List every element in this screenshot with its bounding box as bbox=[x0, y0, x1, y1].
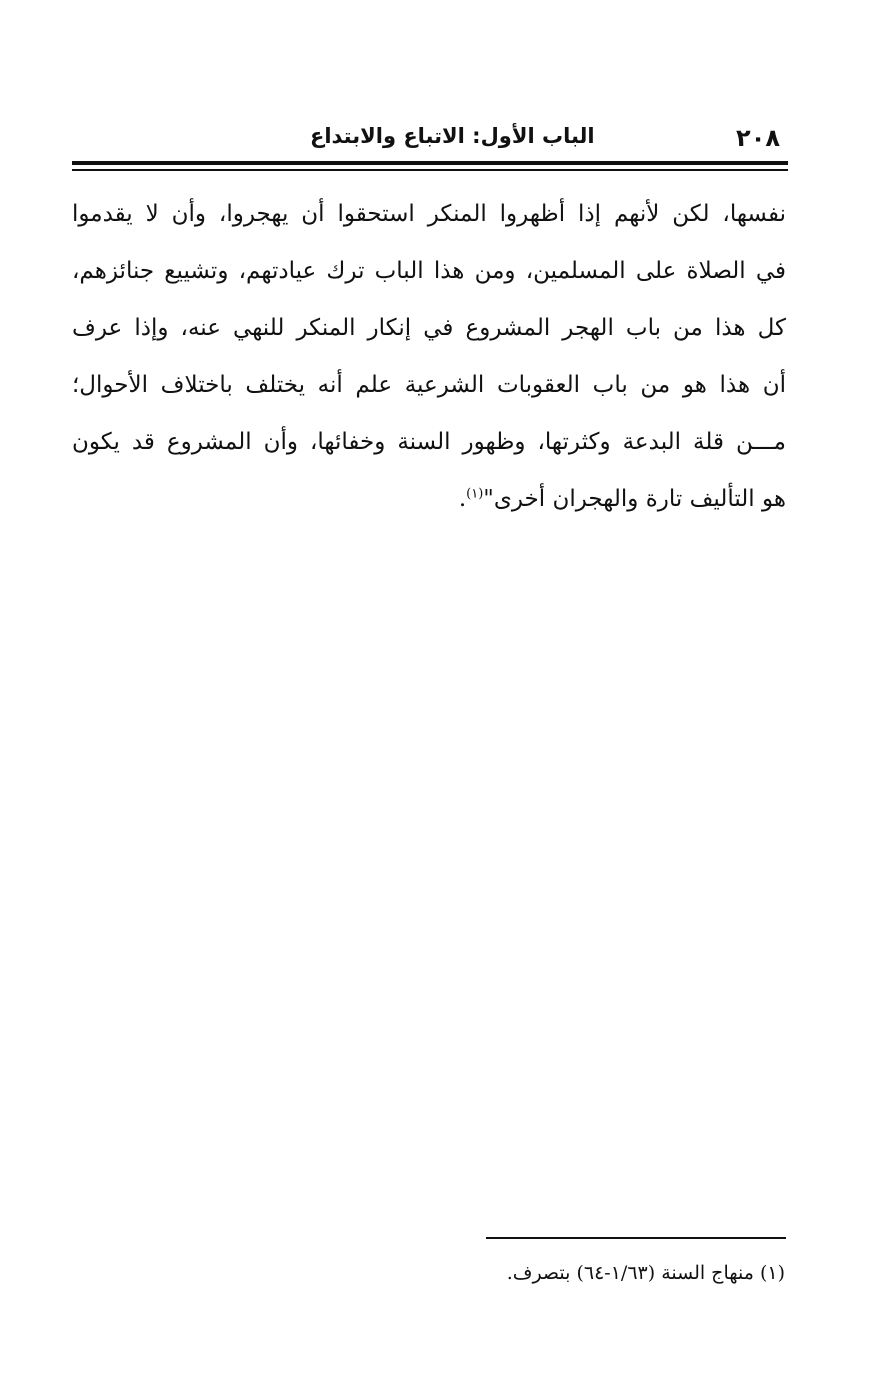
footnote: (١) منهاج السنة (١/٦٣-٦٤) بتصرف. bbox=[506, 1262, 785, 1284]
text-line-final-text: هو التأليف تارة والهجران أخرى" bbox=[483, 486, 786, 512]
body-text bbox=[72, 186, 786, 528]
page-number: ٢٠٨ bbox=[736, 124, 780, 152]
text-line: نفسها، لكن لأنهم إذا أظهروا المنكر استحقوا أن يهجروا، وأن لا يقدموا bbox=[72, 201, 786, 227]
text-line: في الصلاة على المسلمين، ومن هذا الباب ترك عيادتهم، وتشييع جنائزهم، bbox=[72, 258, 786, 284]
text-line: مـــن قلة البدعة وكثرتها، وظهور السنة وخفائها، وأن المشروع قد يكون bbox=[72, 429, 786, 455]
header-rule-thin bbox=[72, 169, 788, 171]
header-rule-thick bbox=[72, 161, 788, 165]
text-line: كل هذا من باب الهجر المشروع في إنكار المنكر للنهي عنه، وإذا عرف bbox=[72, 315, 786, 341]
text-line-final bbox=[72, 471, 786, 528]
chapter-title: الباب الأول: الاتباع والابتداع bbox=[310, 124, 595, 148]
page-header bbox=[72, 118, 788, 158]
footnote-marker: (١) bbox=[466, 486, 484, 502]
final-period: . bbox=[458, 486, 467, 512]
footnote-separator bbox=[486, 1237, 786, 1239]
text-line: أن هذا هو من باب العقوبات الشرعية علم أنه يختلف باختلاف الأحوال؛ bbox=[72, 372, 786, 398]
